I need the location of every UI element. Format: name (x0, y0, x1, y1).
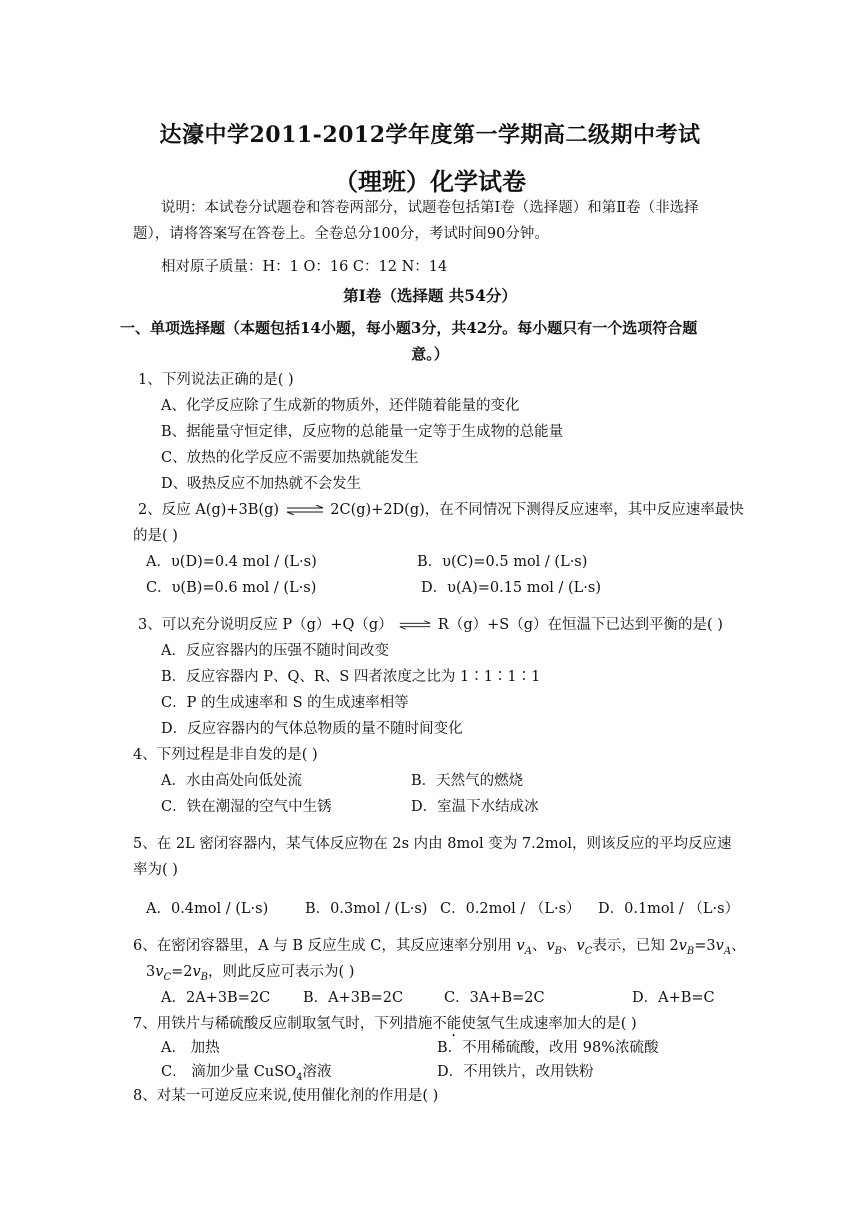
rate-subscript: B (200, 971, 209, 983)
q2-stem-cont: 的是( ) (133, 528, 178, 544)
q6-line2-b: =2 (171, 964, 193, 980)
q6-option-c: C．3A+B=2C (444, 990, 545, 1006)
instructions-line-1: 说明：本试卷分试题卷和答卷两部分，试题卷包括第Ⅰ卷（选择题）和第Ⅱ卷（非选择 (161, 200, 699, 216)
q1-option-a: A、化学反应除了生成新的物质外，还伴随着能量的变化 (161, 398, 520, 414)
q7-option-a: A． 加热 (161, 1040, 220, 1056)
q2-option-c: C．υ(B)=0.6 mol / (L·s) (146, 580, 317, 596)
q6-stem-text: 6、在密闭容器里，A 与 B 反应生成 C，其反应速率分别用 (133, 938, 512, 954)
q4-option-c: C．铁在潮湿的空气中生锈 (161, 799, 332, 815)
q5-stem: 5、在 2L 密闭容器内，某气体反应物在 2s 内由 8mol 变为 7.2mol，则该反应的平均反应速 (133, 836, 732, 852)
q2-option-b: B．υ(C)=0.5 mol / (L·s) (417, 554, 588, 570)
q5-option-c: C．0.2mol / （L·s） (440, 901, 581, 917)
q7-stem-text-2: 使氢气生成速率加大的是( ) (461, 1016, 637, 1032)
q2-stem (138, 500, 744, 520)
rate-symbol: v (678, 938, 687, 954)
q8-stem: 8、对某一可逆反应来说,使用催化剂的作用是( ) (133, 1088, 439, 1104)
q4-option-d: D．室温下水结成冰 (411, 799, 539, 815)
q2-reactants: 2、反应 A(g)+3B(g) (138, 502, 280, 518)
q4-option-a: A．水由高处向低处流 (161, 773, 302, 789)
q5-option-b: B．0.3mol / (L·s) (305, 901, 428, 917)
q3-option-b: B．反应容器内 P、Q、R、S 四者浓度之比为 1∶1∶1∶1 (161, 669, 541, 685)
q3-stem (138, 615, 723, 635)
atomic-mass-line: 相对原子质量：H：1 O：16 C：12 N：14 (161, 259, 448, 275)
q7-emphasis: 能 (446, 1016, 462, 1032)
q5-option-d: D．0.1mol / （L·s） (598, 901, 740, 917)
rate-subscript: A (723, 945, 732, 957)
section1-heading: 一、单项选择题（本题包括14小题，每小题3分，共42分。每小题只有一个选项符合题 (120, 319, 698, 337)
rate-symbol: v (155, 964, 164, 980)
q1-option-c: C、放热的化学反应不需要加热就能发生 (161, 450, 419, 466)
part1-heading: 第Ⅰ卷（选择题 共54分） (343, 286, 517, 305)
rate-symbol: v (516, 938, 525, 954)
q6-line2-c: ，则此反应可表示为( ) (208, 964, 355, 980)
q7-option-d: D．不用铁片，改用铁粉 (437, 1064, 594, 1080)
q1-option-d: D、吸热反应不加热就不会发生 (161, 476, 362, 492)
separator: 、 (562, 938, 577, 954)
rate-symbol: v (576, 938, 585, 954)
q2-products: 2C(g)+2D(g)，在不同情况下测得反应速率，其中反应速率最快 (330, 502, 744, 518)
q1-option-b: B、据能量守恒定律，反应物的总能量一定等于生成物的总能量 (161, 424, 564, 440)
q3-option-a: A．反应容器内的压强不随时间改变 (161, 643, 389, 659)
q4-option-b: B．天然气的燃烧 (411, 773, 524, 789)
q3-products: R（g）+S（g）在恒温下已达到平衡的是( ) (437, 617, 723, 633)
rate-symbol: v (546, 938, 555, 954)
q7-option-c-text: C． 滴加少量 CuSO (161, 1064, 297, 1080)
q6-option-b: B．A+3B=2C (303, 990, 404, 1006)
q6-stem-cont (146, 962, 354, 988)
q3-option-d: D．反应容器内的气体总物质的量不随时间变化 (161, 721, 463, 737)
q6-stem (133, 936, 746, 962)
q3-reactants: 3、可以充分说明反应 P（g）+Q（g） (138, 617, 393, 633)
q6-stem-text-2: 表示，已知 2 (592, 938, 679, 954)
rate-subscript: B (686, 945, 695, 957)
q7-option-c-text-2: 溶液 (302, 1064, 332, 1080)
equilibrium-arrow-icon (286, 505, 324, 515)
exam-subtitle: （理班）化学试卷 (334, 167, 526, 196)
instructions-line-2: 题），请将答案写在答卷上。全卷总分100分，考试时间90分钟。 (133, 226, 549, 242)
rate-subscript: A (524, 945, 532, 957)
q6-stem-text-3: =3 (694, 938, 716, 954)
separator: 、 (531, 938, 547, 954)
subscript: 4 (296, 1071, 303, 1083)
q6-line2-a: 3 (146, 964, 156, 980)
q7-option-c (161, 1062, 331, 1088)
q2-option-d: D．υ(A)=0.15 mol / (L·s) (421, 580, 601, 596)
q6-option-d: D．A+B=C (632, 990, 715, 1006)
equilibrium-arrow-icon (399, 620, 431, 630)
exam-title: 达濠中学2011-2012学年度第一学期高二级期中考试 (159, 122, 701, 148)
rate-symbol: v (192, 964, 201, 980)
rate-subscript: C (584, 945, 593, 957)
q3-option-c: C．P 的生成速率和 S 的生成速率相等 (161, 695, 409, 711)
q5-option-a: A．0.4mol / (L·s) (146, 901, 269, 917)
section1-heading-cont: 意。） (411, 345, 449, 363)
q4-stem: 4、下列过程是非自发的是( ) (133, 747, 318, 763)
q1-stem: 1、下列说法正确的是( ) (138, 372, 294, 388)
rate-subscript: C (163, 971, 172, 983)
q2-option-a: A．υ(D)=0.4 mol / (L·s) (146, 554, 317, 570)
rate-symbol: v (715, 938, 724, 954)
q7-stem-text: 7、用铁片与稀硫酸反应制取氢气时，下列措施不 (133, 1016, 447, 1032)
q6-option-a: A．2A+3B=2C (161, 990, 271, 1006)
q5-stem-cont: 率为( ) (133, 862, 178, 878)
rate-subscript: B (554, 945, 562, 957)
q7-option-b: B．不用稀硫酸，改用 98%浓硫酸 (437, 1040, 659, 1056)
separator: 、 (731, 938, 746, 954)
q7-stem (133, 1014, 637, 1040)
